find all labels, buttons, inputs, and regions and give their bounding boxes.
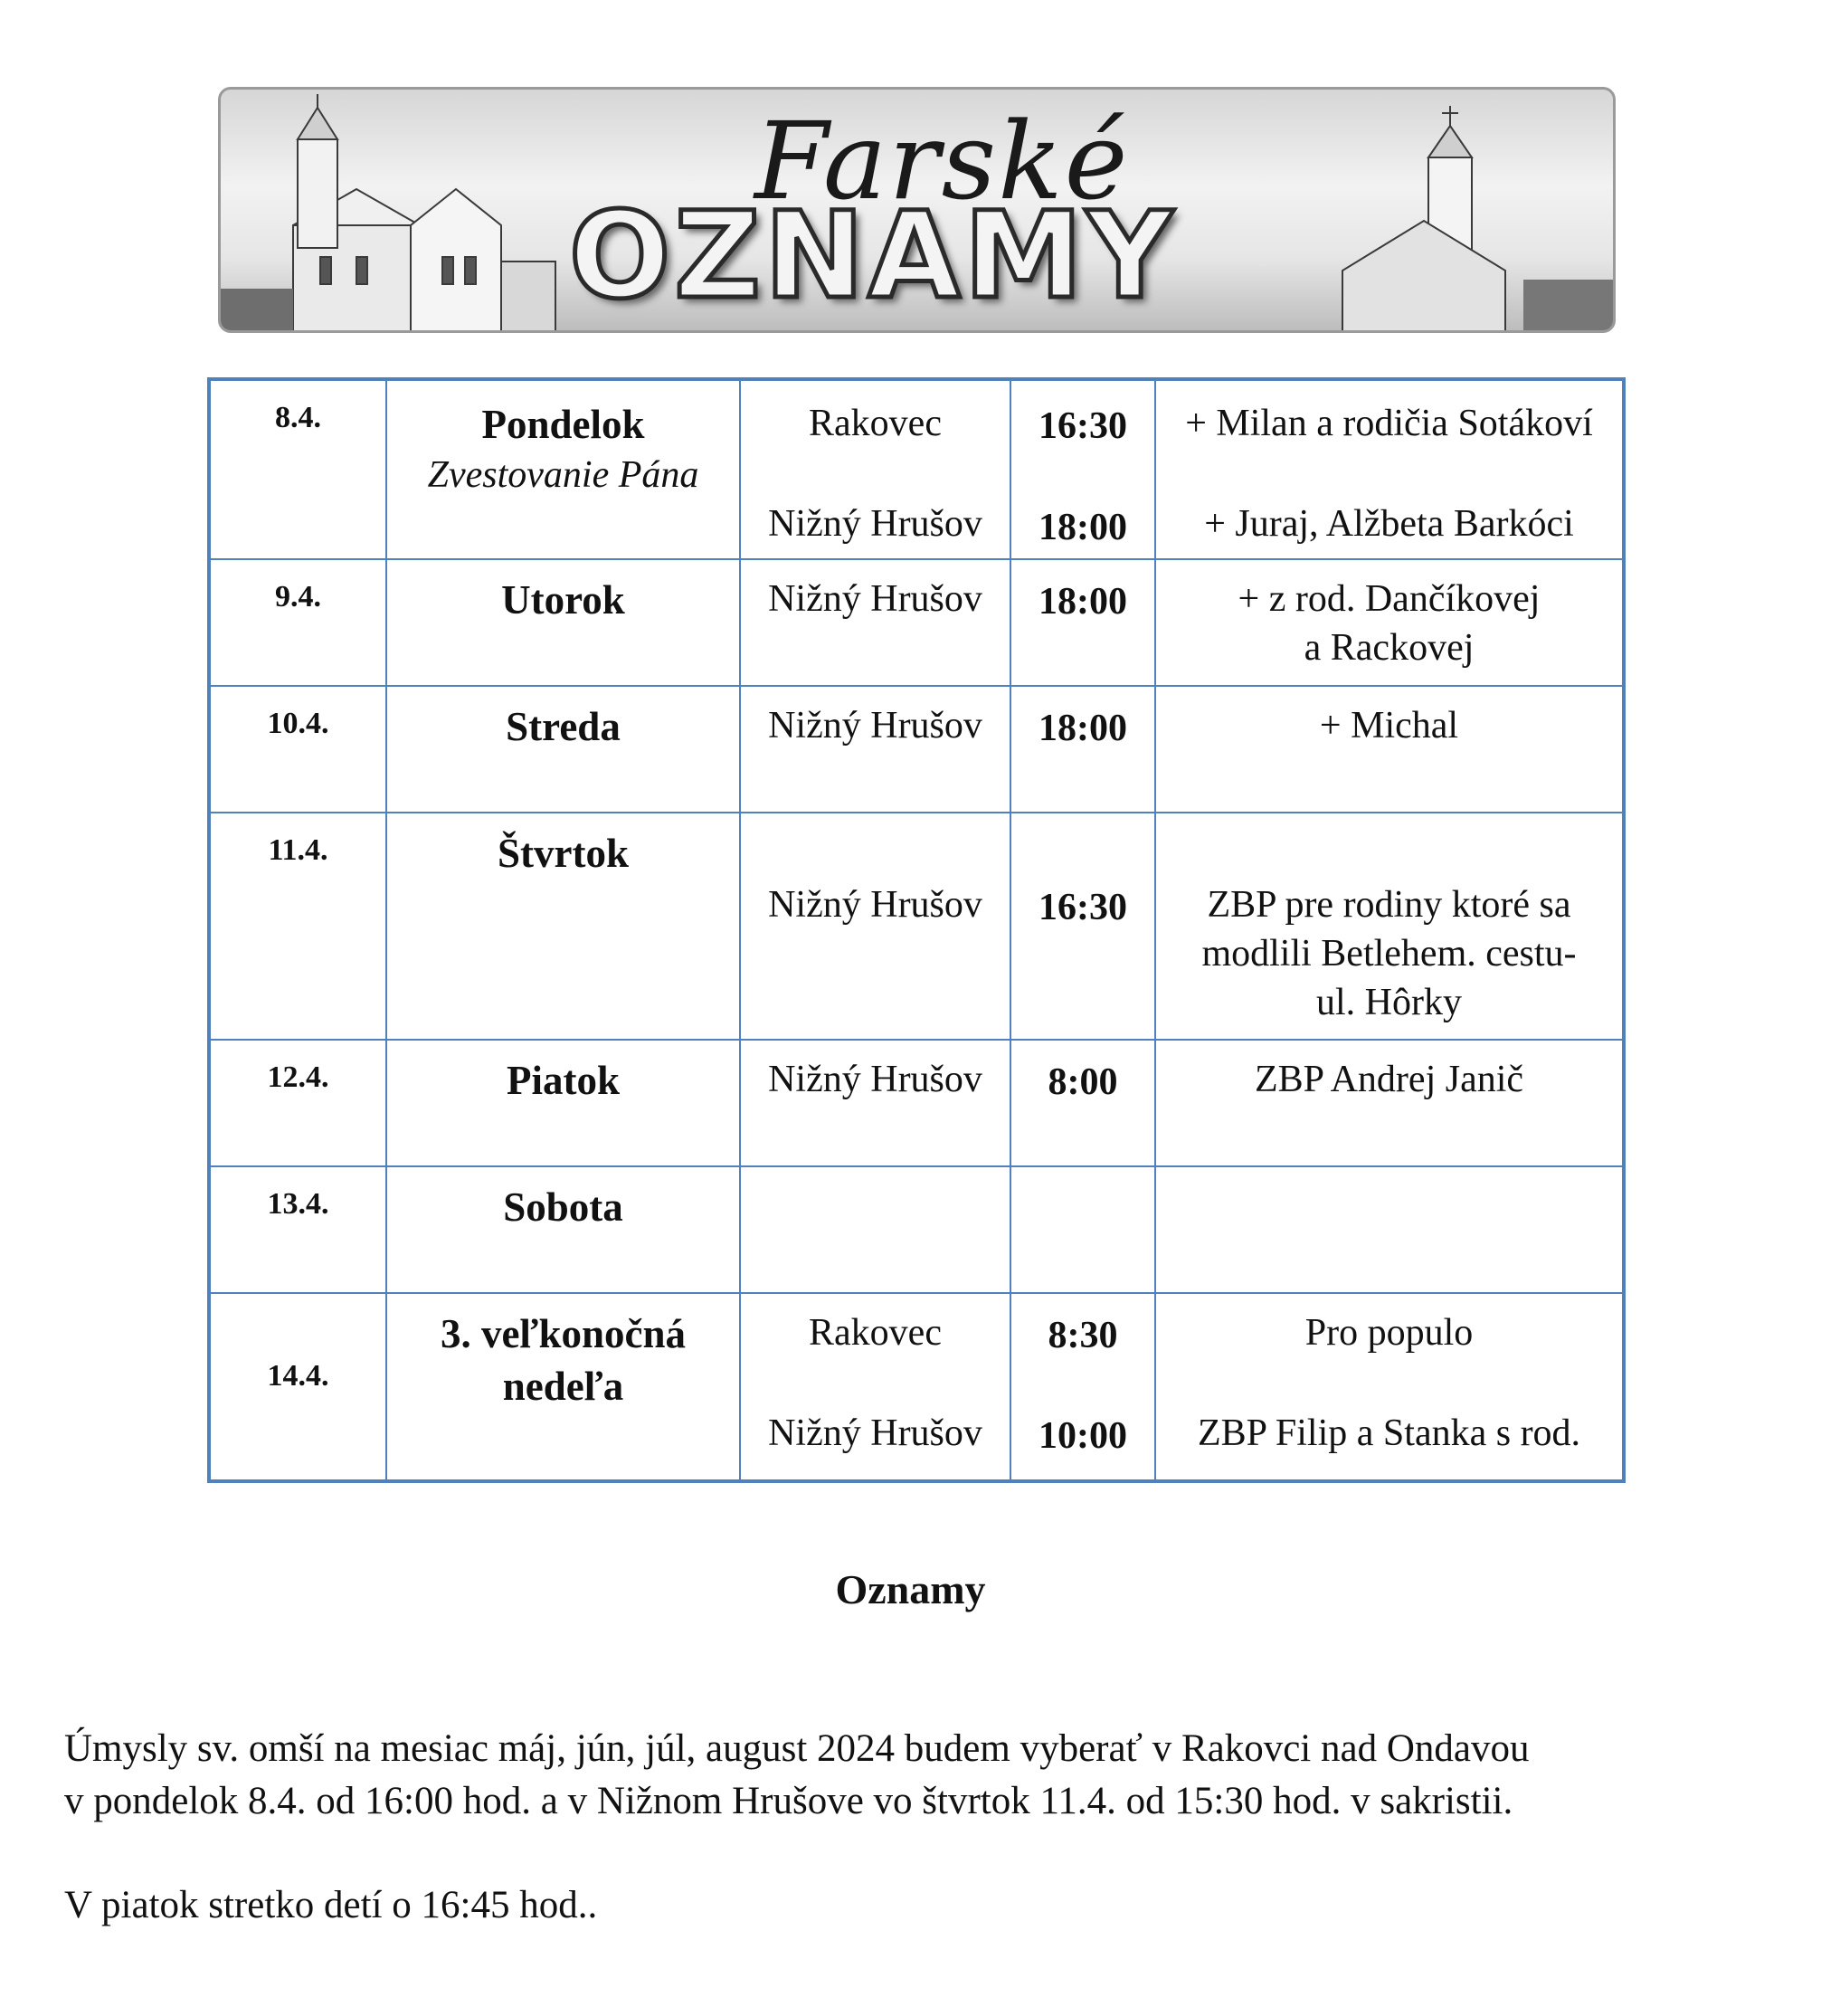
place-cell: Nižný Hrušov	[768, 705, 982, 746]
time-cell: 16:30	[1039, 405, 1127, 447]
right-trees	[1523, 280, 1616, 333]
intention-cell: + z rod. Dančíkovej	[1238, 578, 1541, 620]
date-cell: 13.4.	[267, 1187, 329, 1221]
intention-cell: ZBP pre rodiny ktoré sa	[1207, 884, 1571, 926]
date-cell: 12.4.	[267, 1060, 329, 1094]
table-row	[211, 1294, 1622, 1479]
banner-script-title: Farské	[754, 99, 1130, 223]
announcement-text-line: v pondelok 8.4. od 16:00 hod. a v Nižnom Hrušove vo štvrtok 11.4. od 15:30 hod. v sakristii.	[64, 1780, 1513, 1822]
header-banner	[218, 87, 1616, 333]
left-trees	[221, 289, 293, 333]
date-cell: 11.4.	[268, 833, 328, 867]
day-name: Štvrtok	[498, 831, 629, 876]
time-cell	[1011, 1167, 1156, 1292]
announcement-text-line: Úmysly sv. omší na mesiac máj, jún, júl, august 2024 budem vyberať v Rakovci nad Ondavou	[64, 1727, 1530, 1770]
day-name: Utorok	[501, 577, 625, 623]
time-cell: 8:30	[1048, 1315, 1118, 1356]
intention-cell: + Milan a rodičia Sotákoví	[1185, 403, 1593, 444]
left-church-image	[293, 94, 555, 333]
day-name: Pondelok	[481, 402, 645, 447]
date-cell: 8.4.	[275, 401, 321, 434]
mass-schedule-table	[207, 377, 1626, 1483]
time-cell: 18:00	[1039, 581, 1127, 623]
date-cell: 14.4.	[267, 1359, 329, 1393]
feast-name: Zvestovanie Pána	[427, 454, 699, 496]
place-cell	[741, 1167, 1011, 1292]
time-cell: 10:00	[1039, 1415, 1127, 1457]
intention-cell: Pro populo	[1304, 1312, 1474, 1354]
time-cell: 18:00	[1039, 708, 1127, 749]
table-row	[211, 687, 1622, 813]
intention-cell: ZBP Andrej Janič	[1254, 1059, 1524, 1100]
time-cell: 16:30	[1039, 887, 1127, 928]
day-name: Sobota	[503, 1184, 623, 1230]
day-name: 3. veľkonočná	[440, 1311, 687, 1356]
intention-cell: + Michal	[1319, 705, 1459, 746]
table-row	[211, 1041, 1622, 1167]
intention-cell: ul. Hôrky	[1316, 982, 1462, 1023]
date-cell: 10.4.	[267, 707, 329, 740]
place-cell: Nižný Hrušov	[768, 578, 982, 620]
place-cell: Nižný Hrušov	[768, 1059, 982, 1100]
day-name: Piatok	[506, 1058, 620, 1103]
place-cell: Nižný Hrušov	[768, 1412, 982, 1454]
date-cell: 9.4.	[275, 580, 321, 613]
intention-cell: modlili Betlehem. cestu-	[1201, 933, 1577, 975]
intention-cell: ZBP Filip a Stanka s rod.	[1197, 1412, 1581, 1454]
announcements-heading: Oznamy	[835, 1566, 986, 1612]
time-cell: 8:00	[1048, 1061, 1118, 1103]
day-name: Streda	[506, 704, 621, 749]
table-row	[211, 381, 1622, 560]
announcement-text-line: V piatok stretko detí o 16:45 hod..	[64, 1884, 598, 1926]
time-cell: 18:00	[1039, 507, 1127, 548]
place-cell: Rakovec	[809, 403, 942, 444]
place-cell: Rakovec	[809, 1312, 942, 1354]
table-row	[211, 560, 1622, 687]
day-name: nedeľa	[502, 1364, 624, 1409]
intention-cell: a Rackovej	[1304, 627, 1475, 669]
table-row	[211, 813, 1622, 1041]
intention-cell	[1156, 1167, 1622, 1292]
banner-main-title: OZNAMY	[569, 186, 1177, 326]
place-cell: Nižný Hrušov	[768, 884, 982, 926]
intention-cell: + Juraj, Alžbeta Barkóci	[1204, 503, 1574, 545]
table-row	[211, 1167, 1622, 1294]
right-church-image	[1342, 106, 1505, 333]
place-cell: Nižný Hrušov	[768, 503, 982, 545]
